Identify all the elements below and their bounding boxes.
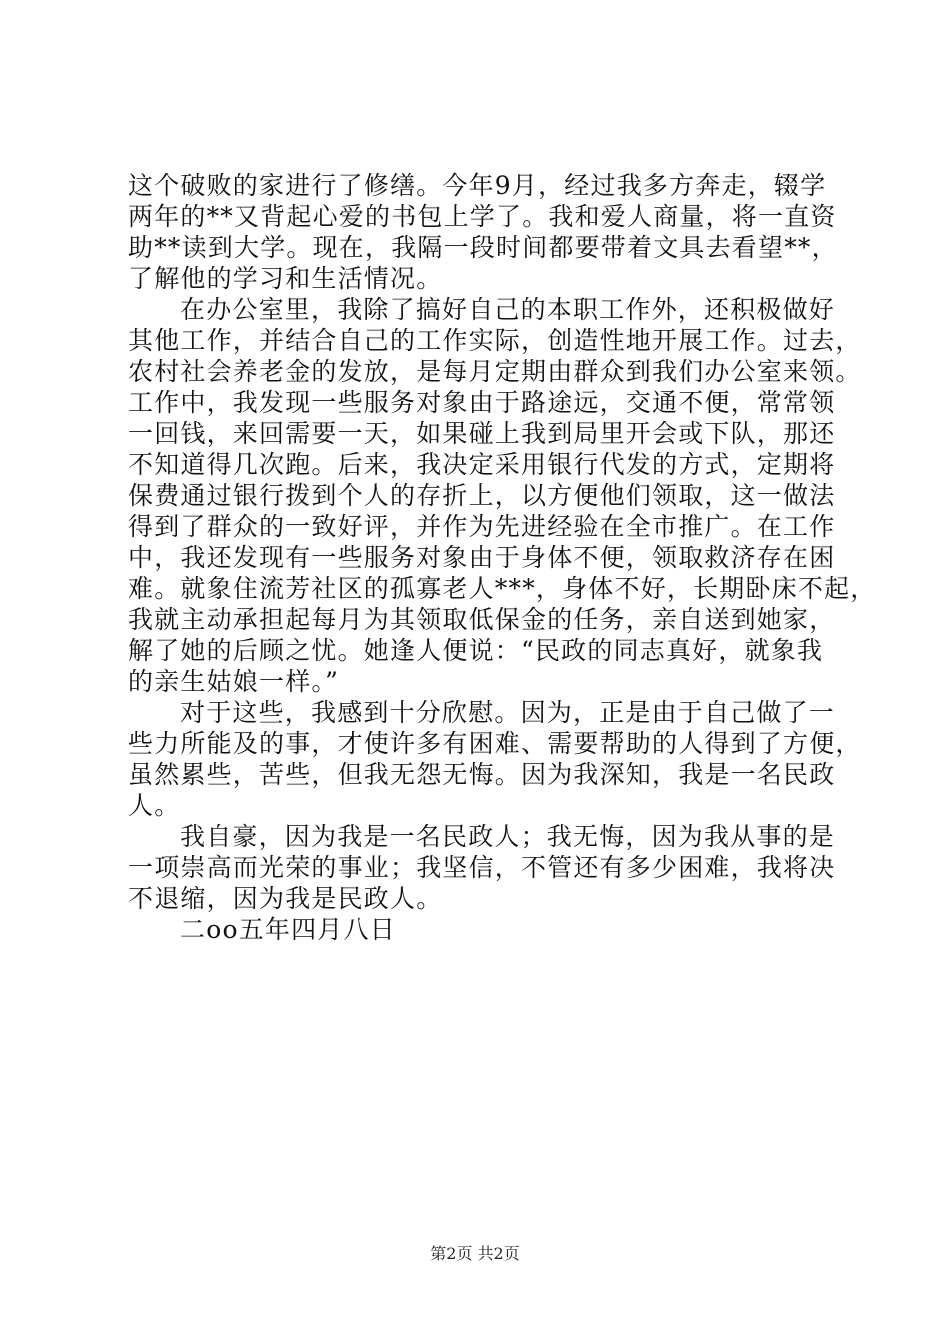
text-line: 这个破败的家进行了修缮。今年9月，经过我多方奔走，辍学 xyxy=(128,171,827,200)
text-line: 中，我还发现有一些服务对象由于身体不便，领取救济存在困 xyxy=(128,543,836,572)
paragraph xyxy=(128,821,836,914)
text-line: 一项崇高而光荣的事业；我坚信，不管还有多少困难，我将决 xyxy=(128,853,836,882)
text-line: 虽然累些，苦些，但我无怨无悔。因为我深知，我是一名民政 xyxy=(128,760,836,789)
text-line: 我就主动承担起每月为其领取低保金的任务，亲自送到她家， xyxy=(128,605,836,634)
paragraph xyxy=(128,170,838,294)
text-line: 不知道得几次跑。后来，我决定采用银行代发的方式，定期将 xyxy=(128,450,836,479)
document-body xyxy=(128,170,877,945)
text-line: 了解他的学习和生活情况。 xyxy=(128,264,443,293)
paragraph xyxy=(128,914,828,945)
paragraph xyxy=(128,294,877,697)
paragraph xyxy=(128,697,862,821)
text-line: 人。 xyxy=(128,791,181,820)
text-line: 在办公室里，我除了搞好自己的本职工作外，还积极做好 xyxy=(180,295,836,324)
text-line: 助**读到大学。现在，我隔一段时间都要带着文具去看望**， xyxy=(128,233,838,262)
page-footer: 第2页 共2页 xyxy=(430,1244,520,1263)
text-line: 难。就象住流芳社区的孤寡老人***，身体不好，长期卧床不起， xyxy=(128,574,877,603)
text-line: 不退缩，因为我是民政人。 xyxy=(128,884,443,913)
text-line: 的亲生姑娘一样。” xyxy=(128,667,340,696)
text-line: 一回钱，来回需要一天，如果碰上我到局里开会或下队，那还 xyxy=(128,419,836,448)
text-line: 农村社会养老金的发放，是每月定期由群众到我们办公室来领。 xyxy=(128,357,862,386)
text-line: 两年的**又背起心爱的书包上学了。我和爱人商量，将一直资 xyxy=(128,202,837,231)
text-line: 工作中，我发现一些服务对象由于路途远，交通不便，常常领 xyxy=(128,388,836,417)
text-line: 解了她的后顾之忧。她逢人便说：“民政的同志真好，就象我 xyxy=(128,636,824,665)
text-line: 我自豪，因为我是一名民政人；我无悔，因为我从事的是 xyxy=(180,822,836,851)
text-line: 其他工作，并结合自己的工作实际，创造性地开展工作。过去， xyxy=(128,326,862,355)
text-line: 得到了群众的一致好评，并作为先进经验在全市推广。在工作 xyxy=(128,512,836,541)
text-line: 些力所能及的事，才使许多有困难、需要帮助的人得到了方便， xyxy=(128,729,862,758)
text-line: 二oo五年四月八日 xyxy=(180,915,396,944)
text-line: 对于这些，我感到十分欣慰。因为，正是由于自己做了一 xyxy=(180,698,836,727)
text-line: 保费通过银行拨到个人的存折上，以方便他们领取，这一做法 xyxy=(128,481,836,510)
